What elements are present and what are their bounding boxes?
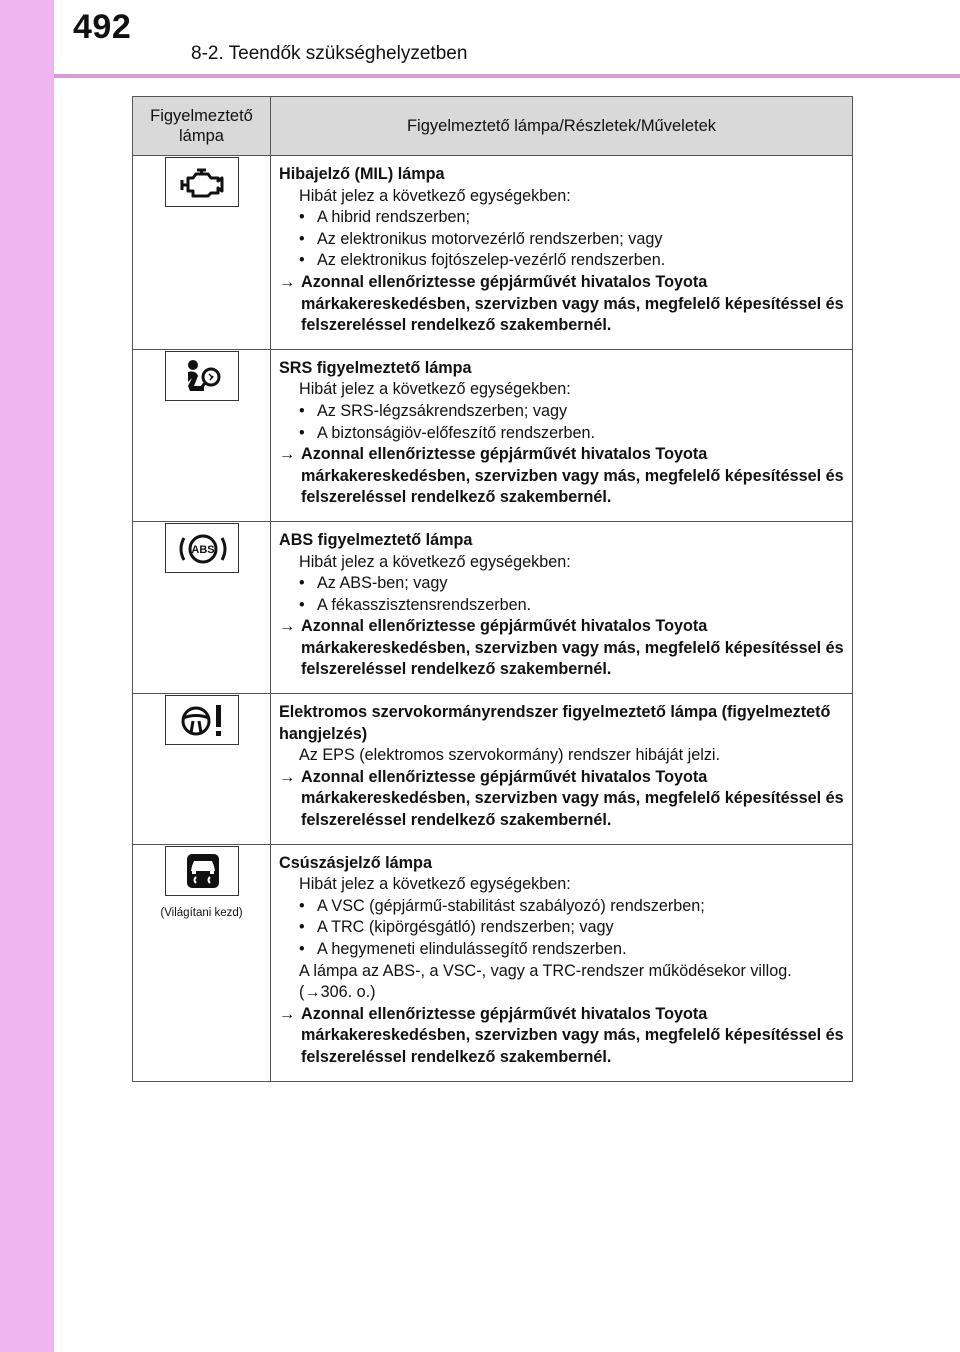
col-header-lamp: Figyelmeztető lámpa: [133, 97, 271, 156]
lamp-intro: Hibát jelez a következő egységekben:: [299, 875, 571, 894]
list-item-text: A fékasszisztensrendszerben.: [317, 595, 532, 614]
list-item: • A fékasszisztensrendszerben.: [299, 595, 532, 614]
list-item-text: A hegymeneti elindulássegítő rendszerben.: [317, 940, 627, 958]
arrow-icon: →: [279, 767, 296, 786]
list-item: • A TRC (kipörgésgátló) rendszerben; vagy: [299, 918, 614, 937]
slip-indicator-icon: [165, 846, 239, 896]
action-note: [279, 444, 846, 509]
description-cell: [271, 694, 853, 845]
icon-cell: [133, 694, 271, 845]
abs-icon: [165, 523, 239, 573]
action-note: [279, 272, 846, 337]
list-item-text: A VSC (gépjármű-stabilitást szabályozó) rendszerben;: [317, 896, 705, 915]
srs-airbag-icon: [165, 351, 239, 401]
action-text: Azonnal ellenőriztesse gépjárművét hivatalos Toyota márkakereskedésben, szervizben vagy más, megfelelő képesítéssel és felszereléssel rendelkező szakembernél.: [301, 1004, 844, 1066]
list-item: • Az SRS-légzsákrendszerben; vagy: [299, 401, 568, 420]
table-row: [133, 349, 853, 521]
list-item: • Az ABS-ben; vagy: [299, 574, 448, 593]
icon-cell: [133, 156, 271, 350]
list-item: • Az elektronikus fojtószelep-vezérlő rendszerben.: [299, 251, 666, 270]
arrow-icon: →: [279, 445, 296, 464]
list-item: • A biztonságiöv-előfeszítő rendszerben.: [299, 423, 596, 442]
table-row: [133, 844, 853, 1081]
list-item-text: Az ABS-ben; vagy: [317, 574, 448, 593]
arrow-icon: →: [279, 272, 296, 291]
list-item-text: Az elektronikus motorvezérlő rendszerben; vagy: [317, 229, 663, 248]
check-engine-icon: [165, 157, 239, 207]
lamp-extra-note: A lámpa az ABS-, a VSC-, vagy a TRC-rendszer működésekor villog. (→306. o.): [299, 961, 792, 1002]
table-row: [133, 521, 853, 693]
list-item-text: A hibrid rendszerben;: [317, 208, 470, 227]
description-cell: [271, 844, 853, 1081]
list-item: • A hibrid rendszerben;: [299, 208, 470, 227]
list-item-text: A biztonságiöv-előfeszítő rendszerben.: [317, 423, 596, 442]
eps-steering-icon: [165, 695, 239, 745]
action-note: [279, 1004, 846, 1069]
icon-cell: [133, 844, 271, 1081]
description-cell: [271, 156, 853, 350]
header-rule: [54, 74, 960, 78]
lamp-title: SRS figyelmeztető lámpa: [279, 358, 472, 377]
description-cell: [271, 349, 853, 521]
section-title: 8-2. Teendők szükséghelyzetben: [191, 43, 468, 64]
list-item: • A hegymeneti elindulássegítő rendszerben.: [299, 940, 627, 958]
lamp-intro: Hibát jelez a következő egységekben:: [299, 186, 571, 205]
lamp-title: Elektromos szervokormányrendszer figyelmeztető lámpa (figyelmeztető hangjelzés): [279, 703, 831, 743]
action-text: Azonnal ellenőriztesse gépjárművét hivatalos Toyota márkakereskedésben, szervizben vagy más, megfelelő képesítéssel és felszereléssel rendelkező szakembernél.: [301, 272, 844, 335]
icon-cell: [133, 349, 271, 521]
action-text: Azonnal ellenőriztesse gépjárművét hivatalos Toyota márkakereskedésben, szervizben vagy más, megfelelő képesítéssel és felszereléssel rendelkező szakembernél.: [301, 767, 844, 830]
lamp-intro: Az EPS (elektromos szervokormány) rendszer hibáját jelzi.: [299, 746, 721, 765]
table-row: [133, 156, 853, 350]
arrow-icon: →: [279, 617, 296, 636]
list-item: • Az elektronikus motorvezérlő rendszerben; vagy: [299, 229, 663, 248]
list-item: • A VSC (gépjármű-stabilitást szabályozó) rendszerben;: [299, 896, 705, 915]
action-note: [279, 767, 846, 832]
table-header-row: [133, 97, 853, 156]
table-row: [133, 694, 853, 845]
lamp-intro: Hibát jelez a következő egységekben:: [299, 552, 571, 571]
lamp-intro: Hibát jelez a következő egységekben:: [299, 380, 571, 399]
action-text: Azonnal ellenőriztesse gépjárművét hivatalos Toyota márkakereskedésben, szervizben vagy más, megfelelő képesítéssel és felszereléssel rendelkező szakembernél.: [301, 445, 844, 507]
lamp-title: Csúszásjelző lámpa: [279, 853, 432, 872]
side-thumb-tab: [0, 0, 54, 1352]
action-note: [279, 616, 846, 681]
page-number: 492: [73, 8, 132, 46]
icon-cell: [133, 521, 271, 693]
list-item-text: A TRC (kipörgésgátló) rendszerben; vagy: [317, 918, 614, 937]
col-header-details: Figyelmeztető lámpa/Részletek/Műveletek: [271, 97, 853, 156]
list-item-text: Az elektronikus fojtószelep-vezérlő rendszerben.: [317, 251, 666, 270]
abs-icon-text: ABS: [190, 543, 215, 556]
description-cell: [271, 521, 853, 693]
icon-note: (Világítani kezd): [160, 906, 243, 919]
lamp-title: Hibajelző (MIL) lámpa: [279, 165, 445, 183]
list-item-text: Az SRS-légzsákrendszerben; vagy: [317, 401, 568, 420]
arrow-icon: →: [279, 1004, 296, 1023]
lamp-title: ABS figyelmeztető lámpa: [279, 530, 473, 549]
action-text: Azonnal ellenőriztesse gépjárművét hivatalos Toyota márkakereskedésben, szervizben vagy más, megfelelő képesítéssel és felszereléssel rendelkező szakembernél.: [301, 617, 844, 679]
warning-lamp-table: [132, 96, 853, 1082]
